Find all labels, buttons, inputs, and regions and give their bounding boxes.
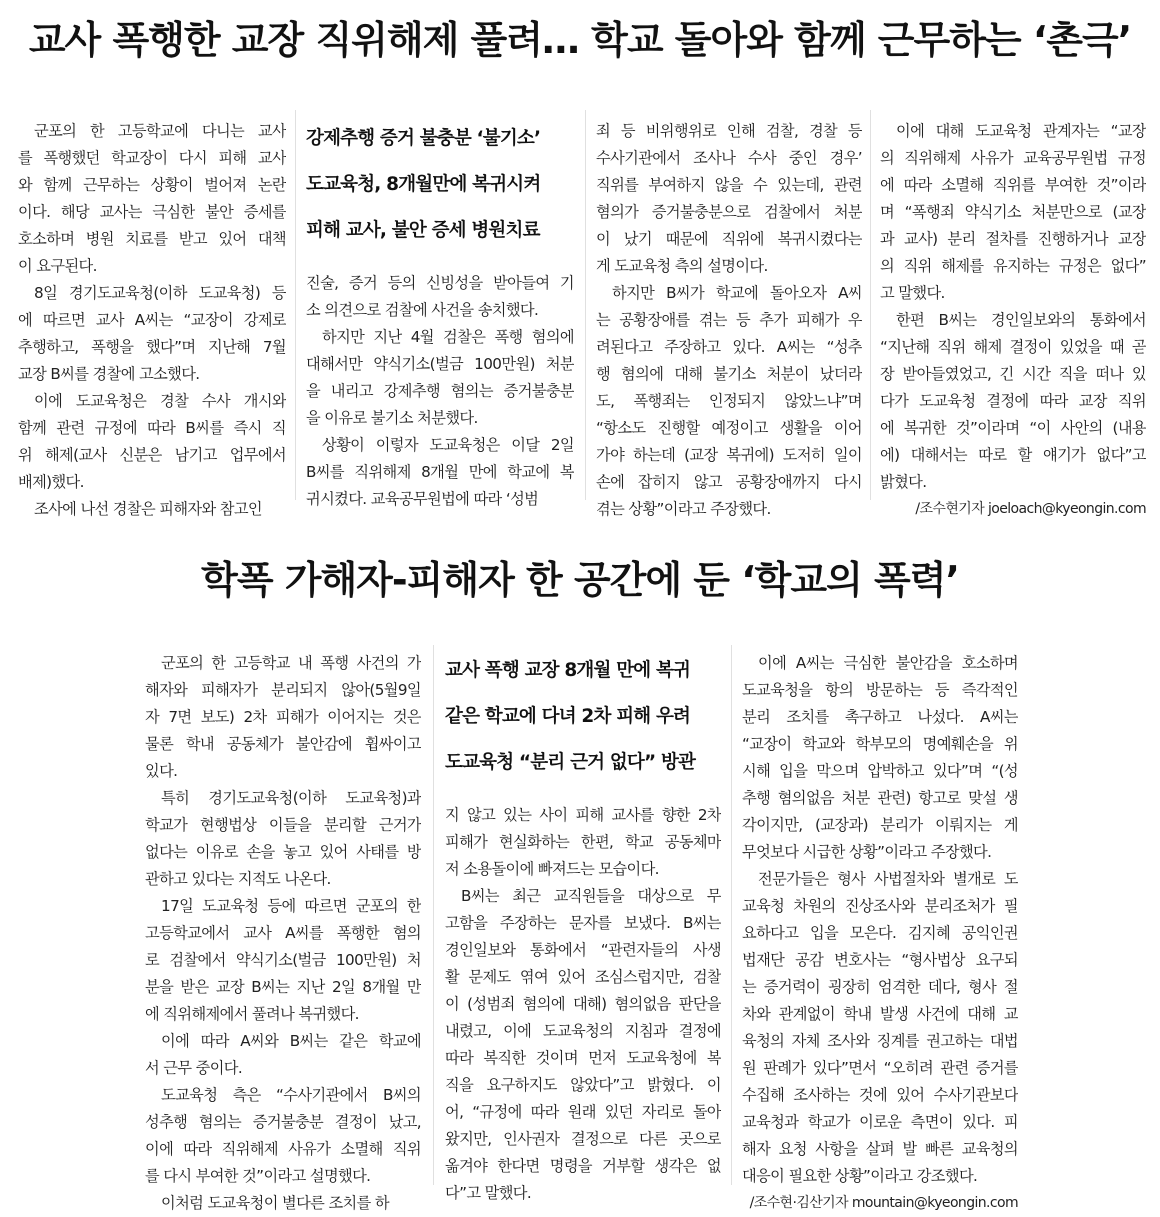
text-line: 귀시켰다. 교육공무원법에 따라 ‘성범 xyxy=(306,490,539,508)
subhead: 같은 학교에 다녀 2차 피해 우려 xyxy=(445,706,691,727)
text-line: 각이지만, (교장과) 분리가 이뤄지는 게 xyxy=(742,816,1018,834)
article-1-headline: 교사 폭행한 교장 직위해제 풀려… 학교 돌아와 함께 근무하는 ‘촌극’ xyxy=(28,18,1132,62)
text-line: 지 않고 있는 사이 피해 교사를 향한 2차 xyxy=(445,806,721,824)
column-divider xyxy=(585,110,586,500)
text-line: 이에 따라 직위해제 사유가 소멸해 직위 xyxy=(145,1140,421,1158)
text-line: 다가 도교육청 결정에 따라 교장 직위 xyxy=(880,392,1146,410)
article-2-column-3 xyxy=(742,650,1018,1217)
text-line: 한편 B씨는 경인일보와의 통화에서 xyxy=(896,311,1146,329)
byline: /조수현·김산기자 mountain@kyeongin.com xyxy=(749,1195,1018,1211)
text-line: 이에 따라 A씨와 B씨는 같은 학교에 xyxy=(161,1032,421,1050)
text-line: 에 따르면 교사 A씨는 “교장이 강제로 xyxy=(18,311,286,329)
text-line: 과 교사) 분리 절차를 진행하거나 교장 xyxy=(880,230,1146,248)
text-line: 추행 혐의없음 처분 관련) 항고로 맞설 생 xyxy=(742,789,1018,807)
byline: /조수현기자 joeloach@kyeongin.com xyxy=(915,501,1146,517)
text-line: 성추행 혐의는 증거불충분 결정이 났고, xyxy=(145,1113,421,1131)
text-line: 려된다고 주장하고 있다. A씨는 “성추 xyxy=(596,338,862,356)
text-line: 에 직위해제에서 풀려나 복귀했다. xyxy=(145,1005,359,1023)
article-2-subheads xyxy=(445,648,721,786)
text-line: 수집해 조사하는 것에 있어 수사기관보다 xyxy=(742,1086,1018,1104)
text-line: “교장이 학교와 학부모의 명예훼손을 위 xyxy=(742,735,1018,753)
text-line: 하지만 지난 4월 검찰은 폭행 혐의에 xyxy=(322,328,574,346)
text-line: 소 의견으로 검찰에 사건을 송치했다. xyxy=(306,301,539,319)
text-line: 는 증거력이 굉장히 엄격한 데다, 형사 절 xyxy=(742,978,1018,996)
text-line: 고등학교에서 교사 A씨를 폭행한 혐의 xyxy=(145,924,421,942)
text-line: 없다는 이유로 손을 놓고 있어 사태를 방 xyxy=(145,843,421,861)
text-line: 저 소용돌이에 빠져드는 모습이다. xyxy=(445,860,659,878)
text-line: “지난해 직위 해제 결정이 있었을 때 곧 xyxy=(880,338,1146,356)
subhead: 강제추행 증거 불충분 ‘불기소’ xyxy=(306,128,541,149)
article-2-column-2 xyxy=(445,636,721,1207)
text-line: 상황이 이렇자 도교육청은 이달 2일 xyxy=(322,436,574,454)
text-line: 차와 관계없이 학내 발생 사건에 대해 교 xyxy=(742,1005,1018,1023)
text-line: 이다. 해당 교사는 극심한 불안 증세를 xyxy=(18,203,286,221)
article-1-column-3 xyxy=(596,118,862,523)
text-line: 17일 도교육청 등에 따르면 군포의 한 xyxy=(161,897,421,915)
text-line: 군포의 한 고등학교에 다니는 교사 xyxy=(34,122,286,140)
text-line: B씨는 최근 교직원들을 대상으로 무 xyxy=(461,887,721,905)
text-line: 관하고 있다는 지적도 나온다. xyxy=(145,870,331,888)
text-line: 분리 조치를 촉구하고 나섰다. A씨는 xyxy=(742,708,1018,726)
article-1-column-4 xyxy=(880,118,1146,523)
text-line: 어, “규정에 따라 원래 있던 자리로 돌아 xyxy=(445,1103,721,1121)
text-line: 교장 B씨를 경찰에 고소했다. xyxy=(18,365,200,383)
text-line: 는 공황장애를 겪는 등 추가 피해가 우 xyxy=(596,311,862,329)
text-line: 배제)했다. xyxy=(18,473,84,491)
text-line: 다”고 말했다. xyxy=(445,1184,532,1202)
text-line: 호소하며 병원 치료를 받고 있어 대책 xyxy=(18,230,286,248)
text-line: 무엇보다 시급한 상황”이라고 주장했다. xyxy=(742,843,992,861)
column-divider xyxy=(870,110,871,500)
subhead: 도교육청 “분리 근거 없다” 방관 xyxy=(445,752,696,773)
article-2-column-2-body xyxy=(445,802,721,1207)
text-line: 을 내리고 강제추행 혐의는 증거불충분 xyxy=(306,382,574,400)
text-line: 도교육청 측은 “수사기관에서 B씨의 xyxy=(161,1086,421,1104)
text-line: 대응이 필요한 상황”이라고 강조했다. xyxy=(742,1167,978,1185)
text-line: 법재단 공감 변호사는 “형사법상 요구되 xyxy=(742,951,1018,969)
text-line: 따라 복직한 것이며 먼저 도교육청에 복 xyxy=(445,1049,721,1067)
article-1-column-2 xyxy=(306,104,574,513)
text-line: 에 따라 소멸해 직위를 부여한 것”이라 xyxy=(880,176,1146,194)
text-line: 게 도교육청 측의 설명이다. xyxy=(596,257,768,275)
article-1-subheads xyxy=(306,116,574,254)
text-line: 활 문제도 엮여 있어 조심스럽지만, 검찰 xyxy=(445,968,721,986)
text-line: 직위를 부여하지 않을 수 있는데, 관련 xyxy=(596,176,862,194)
text-line: 이에 A씨는 극심한 불안감을 호소하며 xyxy=(758,654,1018,672)
subhead: 피해 교사, 불안 증세 병원치료 xyxy=(306,220,540,241)
text-line: 진술, 증거 등의 신빙성을 받아들여 기 xyxy=(306,274,574,292)
text-line: 직을 요구하지도 않았다”고 밝혔다. 이 xyxy=(445,1076,721,1094)
text-line: 시해 입을 막으며 압박하고 있다”며 “(성 xyxy=(742,762,1018,780)
text-line: 대해서만 약식기소(벌금 100만원) 처분 xyxy=(306,355,574,373)
text-line: 도, 폭행죄는 인정되지 않았느냐”며 xyxy=(596,392,862,410)
text-line: 해자와 피해자가 분리되지 않아(5월9일 xyxy=(145,681,421,699)
text-line: 가야 하는데 (교장 복귀에) 도저히 일이 xyxy=(596,446,862,464)
text-line: 요하다고 입을 모은다. 김지혜 공익인권 xyxy=(742,924,1018,942)
text-line: 하지만 B씨가 학교에 돌아오자 A씨 xyxy=(612,284,862,302)
text-line: 전문가들은 형사 사법절차와 별개로 도 xyxy=(758,870,1018,888)
text-line: 경인일보와 통화에서 “관련자들의 사생 xyxy=(445,941,721,959)
text-line: 와 함께 근무하는 상황이 벌어져 논란 xyxy=(18,176,286,194)
text-line: 겪는 상황”이라고 주장했다. xyxy=(596,500,771,518)
text-line: 교육청 차원의 진상조사와 분리조처가 필 xyxy=(742,897,1018,915)
text-line: 를 폭행했던 학교장이 다시 피해 교사 xyxy=(18,149,286,167)
subhead: 도교육청, 8개월만에 복귀시켜 xyxy=(306,174,541,195)
article-1-column-1 xyxy=(18,118,286,523)
text-line: 도교육청을 항의 방문하는 등 즉각적인 xyxy=(742,681,1018,699)
text-line: 군포의 한 고등학교 내 폭행 사건의 가 xyxy=(161,654,421,672)
text-line: 해자 요청 사항을 살펴 발 빠른 교육청의 xyxy=(742,1140,1018,1158)
text-line: 이에 대해 도교육청 관계자는 “교장 xyxy=(896,122,1146,140)
text-line: 분을 받은 교장 B씨는 지난 2일 8개월 만 xyxy=(145,978,421,996)
column-divider xyxy=(433,645,434,1185)
text-line: 8일 경기도교육청(이하 도교육청) 등 xyxy=(34,284,286,302)
text-line: 서 근무 중이다. xyxy=(145,1059,243,1077)
text-line: 의 직위 해제를 유지하는 규정은 없다” xyxy=(880,257,1146,275)
subhead: 교사 폭행 교장 8개월 만에 복귀 xyxy=(445,660,691,681)
text-line: 에) 대해서는 따로 할 얘기가 없다”고 xyxy=(880,446,1146,464)
text-line: 고 말했다. xyxy=(880,284,945,302)
text-line: 학교가 현행법상 이들을 분리할 근거가 xyxy=(145,816,421,834)
text-line: 를 다시 부여한 것”이라고 설명했다. xyxy=(145,1167,371,1185)
text-line: 물론 학내 공동체가 불안감에 휩싸이고 xyxy=(145,735,421,753)
text-line: 피해가 현실화하는 한편, 학교 공동체마 xyxy=(445,833,721,851)
text-line: “항소도 진행할 예정이고 생활을 이어 xyxy=(596,419,862,437)
text-line: 왔지만, 인사권자 결정으로 다른 곳으로 xyxy=(445,1130,721,1148)
text-line: 함께 관련 규정에 따라 B씨를 즉시 직 xyxy=(18,419,286,437)
text-line: 옮겨야 한다면 명령을 거부할 생각은 없 xyxy=(445,1157,721,1175)
article-1-column-2-body xyxy=(306,270,574,513)
text-line: 이처럼 도교육청이 별다른 조치를 하 xyxy=(161,1194,389,1212)
text-line: 며 “폭행죄 약식기소 처분만으로 (교장 xyxy=(880,203,1146,221)
text-line: 이 요구된다. xyxy=(18,257,97,275)
text-line: 육청의 자체 조사와 징계를 권고하는 대법 xyxy=(742,1032,1018,1050)
column-divider xyxy=(295,110,296,500)
text-line: 손에 잡히지 않고 공황장애까지 다시 xyxy=(596,473,862,491)
text-line: 있다. xyxy=(145,762,178,780)
text-line: 로 검찰에서 약식기소(벌금 100만원) 처 xyxy=(145,951,421,969)
text-line: 이에 도교육청은 경찰 수사 개시와 xyxy=(34,392,286,410)
text-line: 자 7면 보도) 2차 피해가 이어지는 것은 xyxy=(145,708,421,726)
text-line: 밝혔다. xyxy=(880,473,927,491)
text-line: 장 받아들였었고, 긴 시간 직을 떠나 있 xyxy=(880,365,1146,383)
text-line: 을 이유로 불기소 처분했다. xyxy=(306,409,478,427)
article-2-headline: 학폭 가해자-피해자 한 공간에 둔 ‘학교의 폭력’ xyxy=(201,558,959,602)
text-line: 위 해제(교사 신분은 남기고 업무에서 xyxy=(18,446,286,464)
article-2-column-1 xyxy=(145,650,421,1217)
column-divider xyxy=(731,645,732,1185)
text-line: 특히 경기도교육청(이하 도교육청)과 xyxy=(161,789,421,807)
text-line: 교육청과 학교가 이로운 측면이 있다. 피 xyxy=(742,1113,1018,1131)
text-line: B씨를 직위해제 8개월 만에 학교에 복 xyxy=(306,463,574,481)
text-line: 원 판례가 있다”면서 “오히려 관련 증거를 xyxy=(742,1059,1018,1077)
text-line: 이 났기 때문에 직위에 복귀시켰다는 xyxy=(596,230,862,248)
text-line: 조사에 나선 경찰은 피해자와 참고인 xyxy=(34,500,262,518)
text-line: 추행하고, 폭행을 했다”며 지난해 7월 xyxy=(18,338,286,356)
text-line: 내렸고, 이에 도교육청의 지침과 결정에 xyxy=(445,1022,721,1040)
text-line: 의 직위해제 사유가 교육공무원법 규정 xyxy=(880,149,1146,167)
text-line: 이 (성범죄 혐의에 대해) 혐의없음 판단을 xyxy=(445,995,721,1013)
text-line: 에 복귀한 것”이라며 “이 사안의 (내용 xyxy=(880,419,1146,437)
text-line: 혐의가 증거불충분으로 검찰에서 처분 xyxy=(596,203,862,221)
text-line: 수사기관에서 조사나 수사 중인 경우’ xyxy=(596,149,862,167)
text-line: 고함을 주장하는 문자를 보냈다. B씨는 xyxy=(445,914,721,932)
text-line: 죄 등 비위행위로 인해 검찰, 경찰 등 xyxy=(596,122,862,140)
text-line: 행 혐의에 대해 불기소 처분이 났더라 xyxy=(596,365,862,383)
